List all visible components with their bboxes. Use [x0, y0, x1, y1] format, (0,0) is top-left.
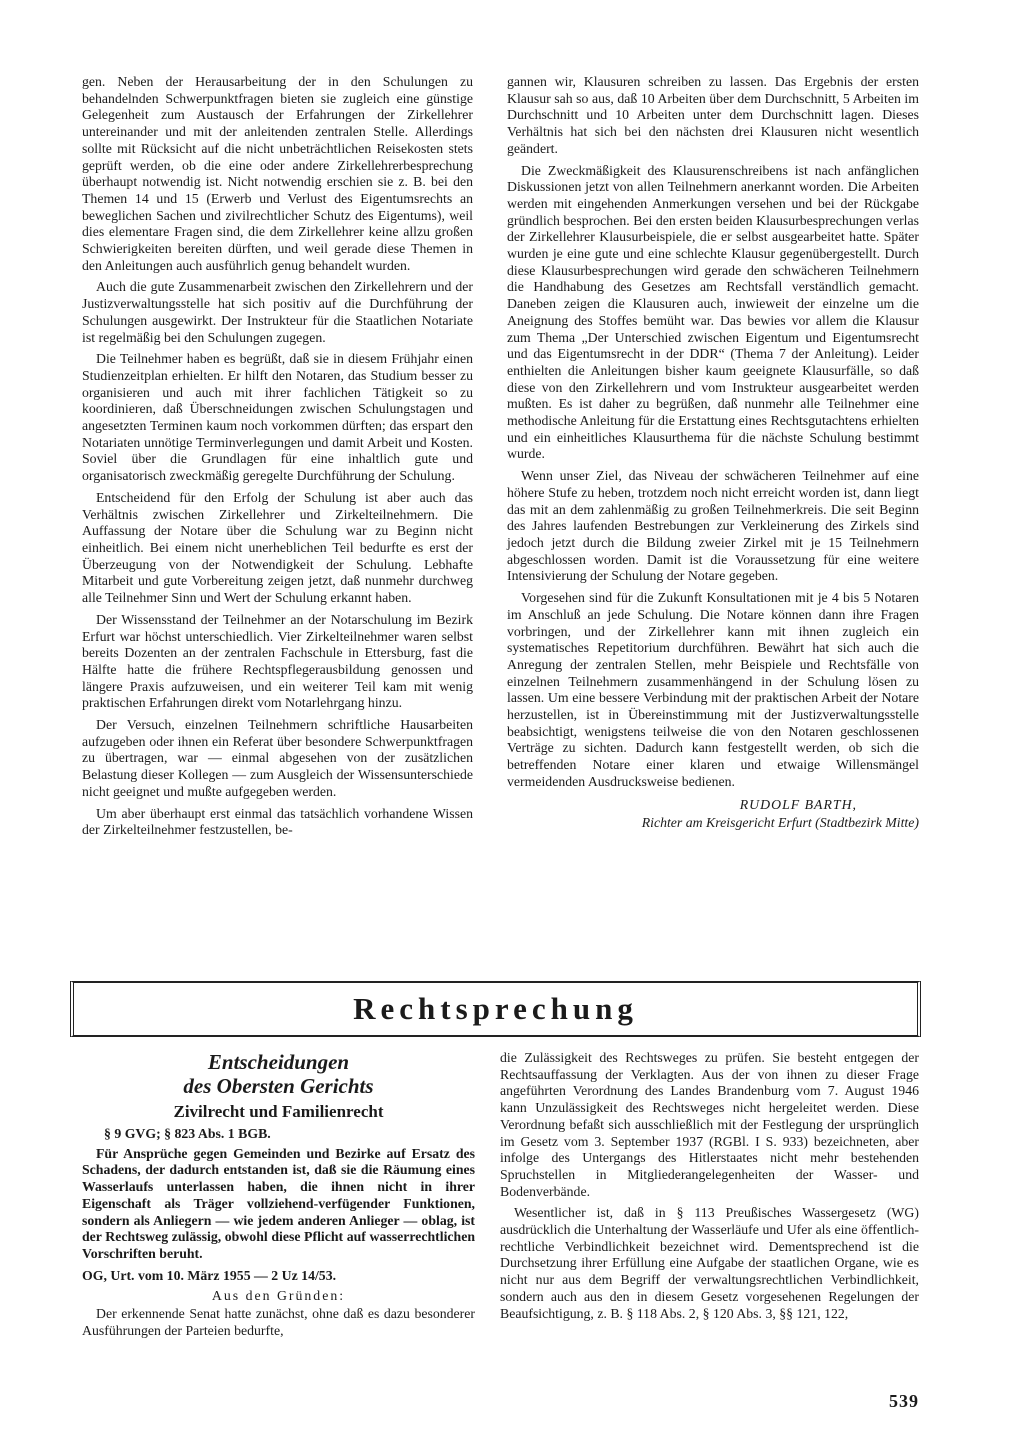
section-title: Rechtsprechung [353, 991, 638, 1026]
grounds-heading: Aus den Gründen: [211, 1288, 346, 1304]
page-number: 539 [889, 1391, 919, 1411]
article-left-column [82, 74, 473, 844]
author-name: RUDOLF BARTH, [739, 796, 857, 812]
author-title: Richter am Kreisgericht Erfurt (Stadtbezirk Mitte) [641, 815, 919, 831]
judgment-reference: OG, Urt. vom 10. März 1955 — 2 Uz 14/53. [82, 1267, 337, 1283]
paragraph: Der Wissensstand der Teilnehmer an der Notarschulung im Bezirk Erfurt war höchst unterschiedlich. Vier Zirkelteilnehmer waren selbst bereits Dozenten an der zentralen Fachschule in Ettersburg, fast die Hälfte hatte die frühere Rechtspflegerausbildung genossen und längere Praxis aufzuweisen, und ein weiterer Teil kam mit wenig praktischen Erfahrungen direkt vom Notarlehrgang hinzu. [82, 611, 473, 711]
paragraph: Entscheidend für den Erfolg der Schulung ist aber auch das Verhältnis zwischen Zirkellehrer und Zirkelteilnehmern. Die Auffassung der Notare über die Schulung war zu Beginn nicht einheitlich. Bei einem nicht unerheblichen Teil bedurfte es erst der Überzeugung von der Notwendigkeit der Schulung. Lebhafte Mitarbeit und gute Vorbereitung zeigen jetzt, daß nunmehr durchweg alle Teilnehmer Sinn und Wert der Schulung erkannt haben. [82, 489, 473, 606]
paragraph: Die Teilnehmer haben es begrüßt, daß sie in diesem Frühjahr einen Studienzeitplan erhielten. Er hilft den Notaren, das Studium besser zu organisieren und auch mit ihrer fachlichen Tätigkeit so zu koordinieren, daß Überschneidungen zwischen Schulungstagen und angesetzten Terminen kaum noch vorkommen dürften; das erspart den Notariaten unnötige Terminverlegungen und damit Arbeit und Kosten. Soviel über die Grundlagen für eine inhaltlich gute und organisatorisch zweckmäßig geregelte Durchführung der Schulung. [82, 351, 473, 484]
decision-left-column [82, 1050, 475, 1344]
section-banner [70, 981, 921, 1037]
paragraph: Wesentlicher ist, daß in § 113 Preußisches Wassergesetz (WG) ausdrücklich die Unterhaltung der Wasserläufe und Ufer als eine öffentlich-rechtliche Verbindlichkeit bezeichnet wird. Dementsprechend ist die Durchsetzung ihrer Erfüllung eine Aufgabe der staatlichen Organe, wie es nicht nur aus dem Begriff der verwaltungsrechtlichen Verbindlichkeit, sondern auch aus den in diesem Gesetz vorgesehenen Regelungen der Beaufsichtigung, z. B. § 118 Abs. 2, § 120 Abs. 3, §§ 121, 122, [500, 1205, 919, 1321]
statute-reference: § 9 GVG; § 823 Abs. 1 BGB. [104, 1126, 271, 1141]
headnote: Für Ansprüche gegen Gemeinden und Bezirke auf Ersatz des Schadens, der dadurch entstanden ist, daß sie die Räumung eines Wasserlaufs unterlassen haben, die ihnen nicht in ihrer Eigenschaft als Träger vollziehend-verfügender Funktionen, sondern als Anliegern — wie jedem anderen Anlieger — oblag, ist der Rechtsweg zulässig, obwohl diese Pflicht auf wasserrechtlichen Vorschriften beruht. [82, 1145, 475, 1261]
paragraph: Vorgesehen sind für die Zukunft Konsultationen mit je 4 bis 5 Notaren im Anschluß an jede Schulung. Die Notare können dann ihre Fragen vorbringen, und der Zirkellehrer kann mit ihnen zugleich ein systematisches Repetitorium durchführen. Bewährt hat sich auch die Anregung der zentralen Stellen, mehr Beispiele und Rechtsfälle von einzelnen Teilnehmern zusammenhängend in der Schulung lösen zu lassen. Um eine bessere Verbindung mit der praktischen Arbeit der Notare herzustellen, ist in Übereinstimmung mit der Justizverwaltungsstelle beabsichtigt, wenigstens teilweise die von den Notaren geschlossenen Verträge zu sichten. Dadurch kann festgestellt werden, ob sich die betreffenden Notare einer klaren und etwaige Willensmängel vermeidenden Ausdrucksweise bedienen. [507, 590, 919, 789]
paragraph: Um aber überhaupt erst einmal das tatsächlich vorhandene Wissen der Zirkelteilnehmer festzustellen, be- [82, 805, 473, 838]
paragraph: Die Zweckmäßigkeit des Klausurenschreibens ist nach anfänglichen Diskussionen jetzt von allen Teilnehmern anerkannt worden. Die Arbeiten werden mit eingehenden Anmerkungen versehen und bei der Rückgabe gründlich besprochen. Bei den ersten beiden Klausurbesprechungen verlas der Zirkellehrer Klausurbeispiele, die er selbst ausgearbeitet hatte. Später wurden je eine gute und eine schlechte Klausur gegenübergestellt. Durch diese Klausurbesprechungen wird gerade den schwächeren Teilnehmern die Handhabung des Gesetzes am Rechtsfall verständlich gemacht. Daneben zeigen die Klausuren auch, inwieweit der einzelne um die Aneignung des Stoffes bemüht war. Das bewies vor allem die Klausur zum Thema „Der Unterschied zwischen Eigentum und Eigentumsrecht und das Eigentumsrecht in der DDR“ (Thema 7 der Anleitung). Leider enthielten die Anleitungen bisher kaum geeignete Klausurfälle, so daß diese von den Zirkellehrern und vom Instrukteur ausgearbeitet werden mußten. Es ist daher zu begrüßen, daß nunmehr alle Teilnehmer eine methodische Anleitung für die Erstattung eines Rechtsgutachtens erhielten und ein einheitliches Klausurthema für die nächste Schulung bestimmt wurde. [507, 162, 919, 462]
paragraph: gen. Neben der Herausarbeitung der in den Schulungen zu behandelnden Schwerpunktfragen bieten sie zugleich eine günstige Gelegenheit zum Austausch der Erfahrungen der Zirkellehrer untereinander und mit der anleitenden zentralen Stelle. Allerdings sollte mit Rücksicht auf die nicht unbeträchtlichen Reisekosten stets geprüft werden, ob die eine oder andere Zirkellehrerbesprechung überhaupt notwendig ist. Nicht notwendig erschien sie z. B. bei den Themen 14 und 15 (Erwerb und Verlust des Eigentumsrechts an beweglichen Sachen und zivilrechtlicher Schutz des Eigentums), weil dies elementare Fragen sind, die dem Zirkellehrer keine allzu großen Schwierigkeiten bereiten dürften, und weil gerade diese Themen in den Anleitungen auch ausführlich genug behandelt wurden. [82, 74, 473, 273]
paragraph: die Zulässigkeit des Rechtsweges zu prüfen. Sie besteht entgegen der Rechtsauffassung der Verklagten. Aus der von ihnen zu dieser Frage angeführten Verordnung des Landes Brandenburg vom 7. August 1946 kann Unzulässigkeit des Rechtsweges nicht hergeleitet werden. Diese Verordnung befaßt sich ausschließlich mit der Festlegung der ursprünglich im Gesetz vom 3. September 1937 (RGBl. I S. 933) bezeichneten, aber infolge des Untergangs des Hitlerstaates nicht mehr bestehenden Spruchstellen in Mitgliederangelegenheiten der Wasser- und Bodenverbände. [500, 1050, 919, 1199]
court-heading-line1: Entscheidungen [207, 1050, 350, 1074]
court-heading-line2: des Obersten Gerichts [183, 1074, 374, 1098]
article-right-column [507, 74, 919, 832]
paragraph: Der erkennende Senat hatte zunächst, ohne daß es dazu besonderer Ausführungen der Parteien bedurfte, [82, 1306, 475, 1338]
paragraph: Wenn unser Ziel, das Niveau der schwächeren Teilnehmer auf eine höhere Stufe zu heben, trotzdem noch nicht erreicht worden ist, dann liegt das mit an dem zahlenmäßig zu großen Teilnehmerkreis. Die seit Beginn des Jahres laufenden Bestrebungen zur Verkleinerung des Zirkels sind jedoch jetzt durch die Bildung zweier Zirkel mit je 15 Teilnehmern abgeschlossen worden. Damit ist die Voraussetzung für eine weitere Intensivierung der Schulung der Notare gegeben. [507, 468, 919, 584]
decision-right-column [500, 1050, 919, 1327]
paragraph: Auch die gute Zusammenarbeit zwischen den Zirkellehrern und der Justizverwaltungsstelle hat sich positiv auf die Durchführung der Schulungen ausgewirkt. Der Instrukteur für die Staatlichen Notariate ist regelmäßig bei den Schulungen zugegen. [82, 279, 473, 345]
law-area-heading: Zivilrecht und Familienrecht [173, 1102, 384, 1121]
paragraph: Der Versuch, einzelnen Teilnehmern schriftliche Hausarbeiten aufzugeben oder ihnen ein Referat über besondere Schwerpunktfragen zu übertragen, war — einmal abgesehen von der zusätzlichen Belastung dieser Kollegen — zum Ausgleich der Wissensunterschiede nicht geeignet und mußte aufgegeben werden. [82, 717, 473, 799]
paragraph: gannen wir, Klausuren schreiben zu lassen. Das Ergebnis der ersten Klausur sah so aus, daß 10 Arbeiten über dem Durchschnitt, 5 Arbeiten im Durchschnitt und 10 Arbeiten unter dem Durchschnitt lagen. Dieses Verhältnis hat sich bei den nächsten drei Klausuren nicht wesentlich geändert. [507, 74, 919, 156]
